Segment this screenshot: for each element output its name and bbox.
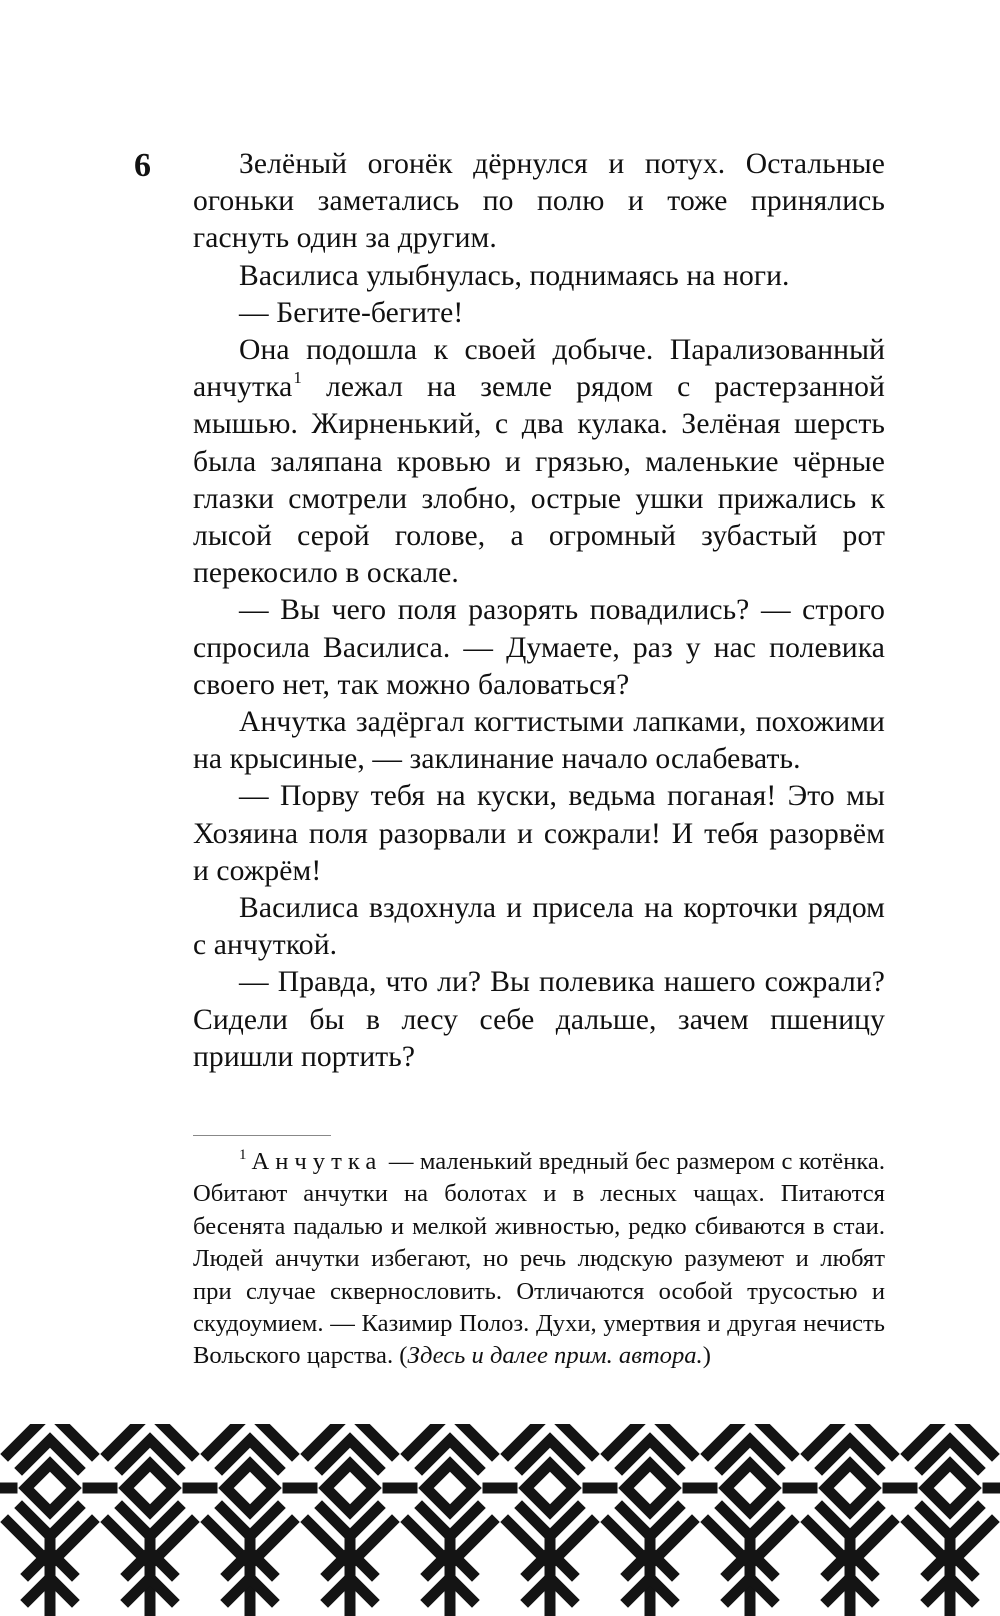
paragraph: Василиса улыбнулась, поднимаясь на ноги. <box>239 259 790 292</box>
ornament-motif <box>900 1424 1000 1616</box>
paragraph: — Бегите-бегите! <box>239 296 464 329</box>
ornament-motif <box>400 1424 500 1616</box>
paragraph-with-footnote <box>193 332 885 592</box>
paragraph-text: лежал на земле рядом с растерзанной мышью. Жирненький, с два кулака. Зелёная шерсть была заляпана кровью и грязью, маленькие чёрные глазки смотрели злобно, острые ушки прижались к лысой серой голове, а огромный зубастый рот перекосило в оскале. <box>193 371 885 590</box>
footnote-term: Анчутка <box>251 1148 383 1175</box>
footnote-text <box>193 1146 885 1373</box>
paragraph-text: Она подошла к своей добыче. Парализованный анчутка <box>193 334 885 404</box>
footnote-close: ) <box>702 1342 711 1370</box>
ornament-motif <box>300 1424 400 1616</box>
ornament-motif <box>200 1424 300 1616</box>
paragraph: — Вы чего поля разорять повадились? — строго спросила Василиса. — Думаете, раз у нас полевика своего нет, так можно баловаться? <box>193 594 885 701</box>
footnote-reference[interactable]: 1 <box>293 368 302 388</box>
main-text <box>193 146 885 1076</box>
ornament-motif <box>0 1424 100 1616</box>
footnote-divider <box>193 1135 331 1136</box>
paragraph: Анчутка задёргал когтистыми лапками, похожими на крысиные, — заклинание начало ослабевать. <box>193 706 885 776</box>
footnote-author-note: Здесь и далее прим. автора. <box>407 1342 703 1370</box>
footnote-marker: 1 <box>239 1147 247 1163</box>
ornament-motif <box>600 1424 700 1616</box>
page-number: 6 <box>134 147 151 184</box>
footnote-body: — маленький вредный бес размером с котёнка. Обитают анчутки на болотах и в лесных чащах. Питаются бесенята падалью и мелкой живностью, редко сбиваются в стаи. Людей анчутки избегают, но речь людскую разумеют и любят при случае сквернословить. Отличаются особой трусостью и скудоумием. — Казимир Полоз. Духи, умертвия и другая нечисть Вольского царства. ( <box>193 1148 885 1370</box>
ornament-motif <box>700 1424 800 1616</box>
ornament-motif <box>100 1424 200 1616</box>
ornament-motif <box>800 1424 900 1616</box>
paragraph: Зелёный огонёк дёрнулся и потух. Остальные огоньки заметались по полю и тоже принялись гаснуть один за другим. <box>193 148 885 255</box>
footnote <box>193 1146 885 1373</box>
paragraph: — Порву тебя на куски, ведьма поганая! Это мы Хозяина поля разорвали и сожрали! И тебя разорвём и сожрём! <box>193 780 885 887</box>
ornament-motif <box>500 1424 600 1616</box>
paragraph: — Правда, что ли? Вы полевика нашего сожрали? Сидели бы в лесу себе дальше, зачем пшеницу пришли портить? <box>193 966 885 1073</box>
ornament-border <box>0 1424 1000 1616</box>
paragraph: Василиса вздохнула и присела на корточки рядом с анчуткой. <box>193 892 885 962</box>
